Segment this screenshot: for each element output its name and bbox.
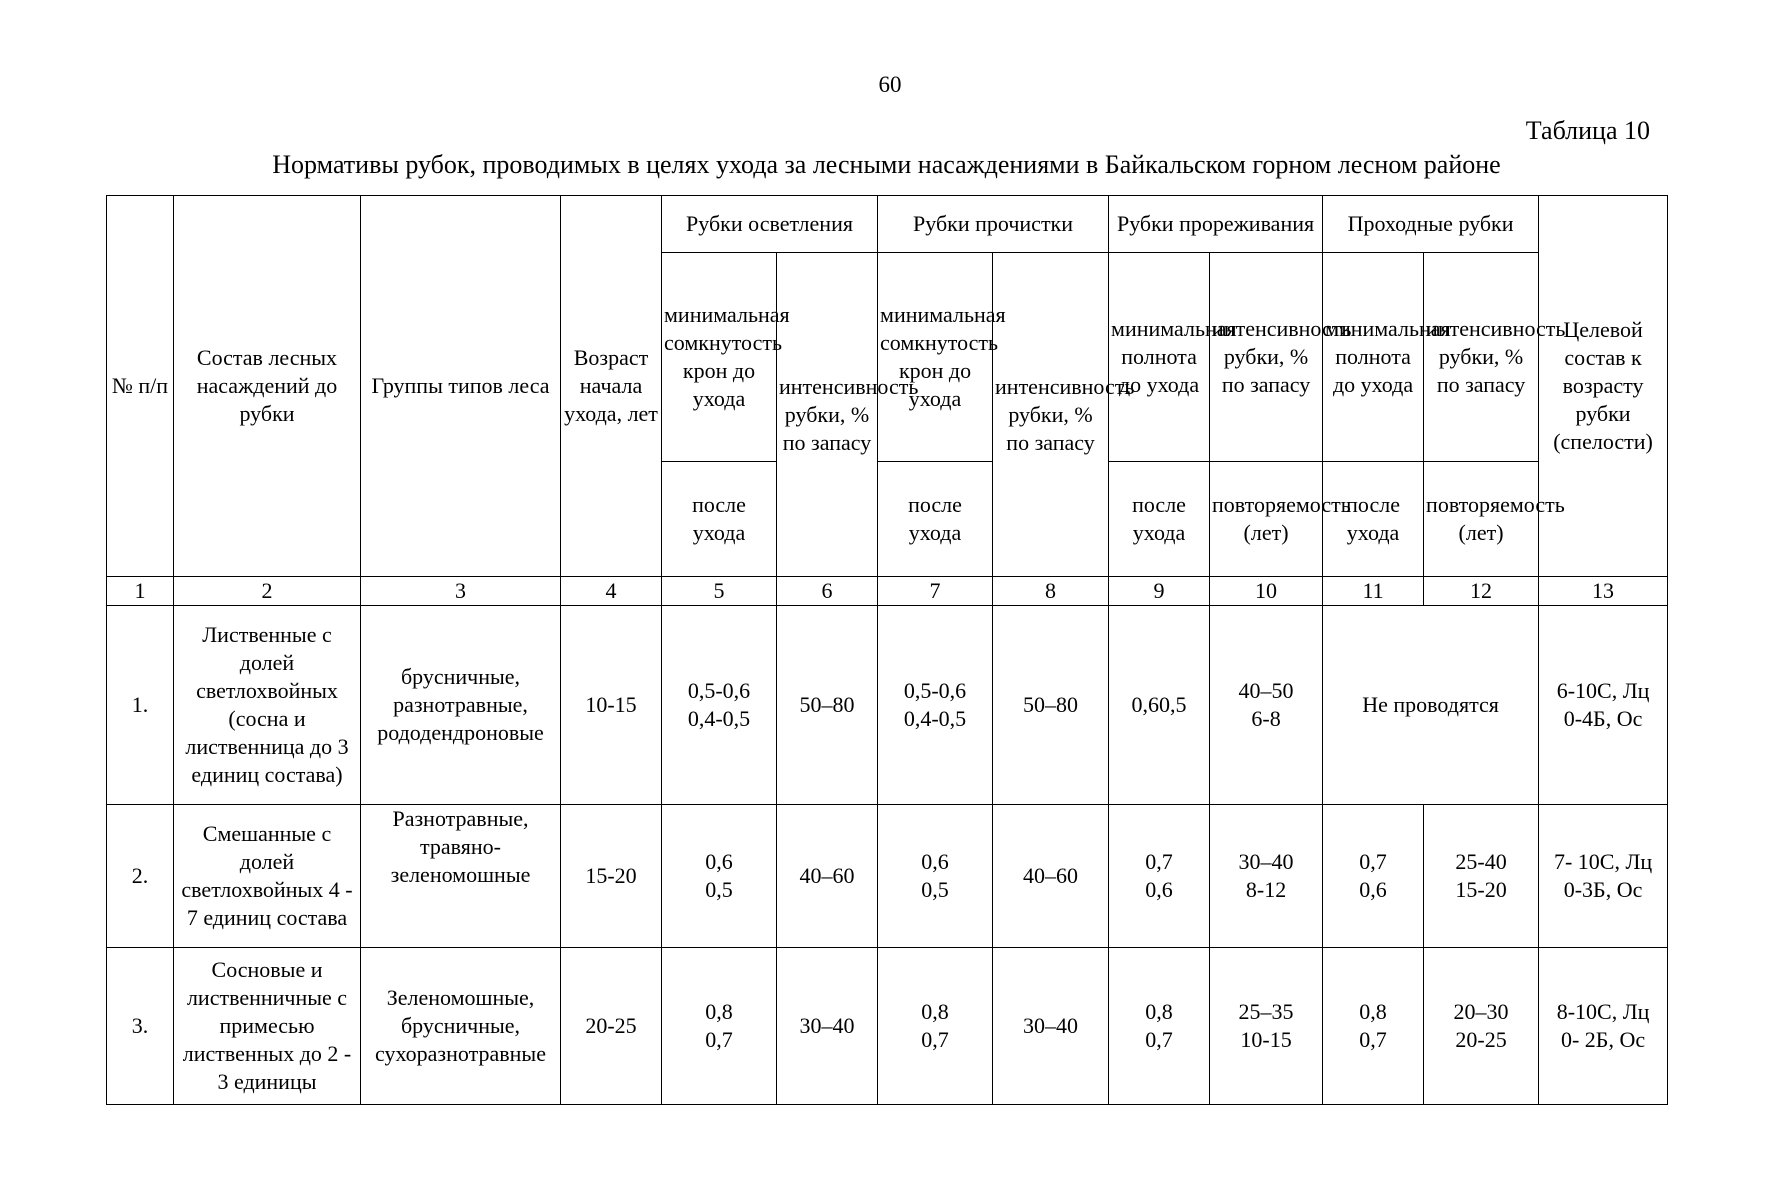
table-row bbox=[107, 606, 1668, 805]
cell-prorezh-min: 0,60,5 bbox=[1109, 606, 1210, 805]
column-number: 4 bbox=[561, 577, 662, 606]
column-number: 6 bbox=[777, 577, 878, 606]
cell-proch-int: 40–60 bbox=[993, 805, 1109, 948]
cell-forest-groups: брусничные, разнотравные, рододендроновые bbox=[361, 606, 561, 805]
header-group-prochistki: Рубки прочистки bbox=[878, 196, 1109, 253]
header-prorezh-after: после ухода bbox=[1109, 462, 1210, 577]
header-osv-int: интенсивность рубки, % по запасу bbox=[777, 253, 878, 577]
cell-prorezh-int: 25–35 10-15 bbox=[1210, 948, 1323, 1105]
table-title: Нормативы рубок, проводимых в целях ухода за лесными насаждениями в Байкальском горном лесном районе bbox=[272, 150, 1501, 179]
column-number: 3 bbox=[361, 577, 561, 606]
header-prorezh-rep: повторяемость (лет) bbox=[1210, 462, 1323, 577]
cell-osv-min: 0,5-0,6 0,4-0,5 bbox=[662, 606, 777, 805]
cell-composition: Сосновые и лиственничные с примесью лиственных до 2 - 3 единицы bbox=[174, 948, 361, 1105]
cell-num: 3. bbox=[107, 948, 174, 1105]
header-prokh-int: интенсивность рубки, % по запасу bbox=[1424, 253, 1539, 462]
header-prokh-min: минимальная полнота до ухода bbox=[1323, 253, 1424, 462]
cell-target: 6-10С, Лц 0-4Б, Ос bbox=[1539, 606, 1668, 805]
table-label: Таблица 10 bbox=[1525, 116, 1650, 145]
cell-prorezh-min: 0,8 0,7 bbox=[1109, 948, 1210, 1105]
header-proch-int: интенсивность рубки, % по запасу bbox=[993, 253, 1109, 577]
column-number: 13 bbox=[1539, 577, 1668, 606]
column-number: 7 bbox=[878, 577, 993, 606]
cell-forest-groups: Зеленомошные, брусничные, сухоразнотравные bbox=[361, 948, 561, 1105]
cell-target: 7- 10С, Лц 0-3Б, Ос bbox=[1539, 805, 1668, 948]
header-col-composition: Состав лесных насаждений до рубки bbox=[174, 196, 361, 577]
header-prorezh-min: минимальная полнота до ухода bbox=[1109, 253, 1210, 462]
header-proch-min: минимальная сомкнутость крон до ухода bbox=[878, 253, 993, 462]
cell-forest-groups: Разнотравные, травяно-зеленомошные bbox=[361, 805, 561, 948]
cell-osv-min: 0,6 0,5 bbox=[662, 805, 777, 948]
cell-prokh-merged: Не проводятся bbox=[1323, 606, 1539, 805]
cell-prokh-int: 25-40 15-20 bbox=[1424, 805, 1539, 948]
header-osv-min: минимальная сомкнутость крон до ухода bbox=[662, 253, 777, 462]
header-prokh-rep: повторяемость (лет) bbox=[1424, 462, 1539, 577]
cell-target: 8-10С, Лц 0- 2Б, Ос bbox=[1539, 948, 1668, 1105]
cell-osv-int: 30–40 bbox=[777, 948, 878, 1105]
cell-composition: Смешанные с долей светлохвойных 4 - 7 единиц состава bbox=[174, 805, 361, 948]
cell-proch-min: 0,5-0,6 0,4-0,5 bbox=[878, 606, 993, 805]
page-number: 60 bbox=[878, 72, 902, 97]
cell-composition: Лиственные с долей светлохвойных (сосна и лиственница до 3 единиц состава) bbox=[174, 606, 361, 805]
column-number: 5 bbox=[662, 577, 777, 606]
column-number: 1 bbox=[107, 577, 174, 606]
cell-age: 20-25 bbox=[561, 948, 662, 1105]
column-numbers-row bbox=[107, 577, 1668, 606]
cell-osv-int: 50–80 bbox=[777, 606, 878, 805]
norms-table bbox=[106, 195, 1668, 1105]
column-number: 10 bbox=[1210, 577, 1323, 606]
cell-age: 15-20 bbox=[561, 805, 662, 948]
cell-proch-int: 50–80 bbox=[993, 606, 1109, 805]
header-col-forest-groups: Группы типов леса bbox=[361, 196, 561, 577]
header-prokh-after: после ухода bbox=[1323, 462, 1424, 577]
cell-prorezh-int: 40–50 6-8 bbox=[1210, 606, 1323, 805]
cell-osv-min: 0,8 0,7 bbox=[662, 948, 777, 1105]
column-number: 9 bbox=[1109, 577, 1210, 606]
table-row bbox=[107, 948, 1668, 1105]
header-group-prokhodnye: Проходные рубки bbox=[1323, 196, 1539, 253]
cell-proch-int: 30–40 bbox=[993, 948, 1109, 1105]
column-number: 12 bbox=[1424, 577, 1539, 606]
cell-age: 10-15 bbox=[561, 606, 662, 805]
header-osv-after: после ухода bbox=[662, 462, 777, 577]
header-prorezh-int: интенсивность рубки, % по запасу bbox=[1210, 253, 1323, 462]
column-number: 11 bbox=[1323, 577, 1424, 606]
header-group-prorezhivaniya: Рубки прореживания bbox=[1109, 196, 1323, 253]
header-col-target: Целевой состав к возрасту рубки (спелости) bbox=[1539, 196, 1668, 577]
header-col-age: Возраст начала ухода, лет bbox=[561, 196, 662, 577]
header-group-osvetleniya: Рубки осветления bbox=[662, 196, 878, 253]
header-row-groups bbox=[107, 196, 1668, 253]
header-col-number: № п/п bbox=[107, 196, 174, 577]
cell-prorezh-int: 30–40 8-12 bbox=[1210, 805, 1323, 948]
cell-prokh-min: 0,7 0,6 bbox=[1323, 805, 1424, 948]
table-row bbox=[107, 805, 1668, 948]
cell-proch-min: 0,8 0,7 bbox=[878, 948, 993, 1105]
header-proch-after: после ухода bbox=[878, 462, 993, 577]
column-number: 8 bbox=[993, 577, 1109, 606]
cell-prokh-min: 0,8 0,7 bbox=[1323, 948, 1424, 1105]
cell-proch-min: 0,6 0,5 bbox=[878, 805, 993, 948]
cell-num: 2. bbox=[107, 805, 174, 948]
cell-osv-int: 40–60 bbox=[777, 805, 878, 948]
cell-prorezh-min: 0,7 0,6 bbox=[1109, 805, 1210, 948]
cell-prokh-int: 20–30 20-25 bbox=[1424, 948, 1539, 1105]
column-number: 2 bbox=[174, 577, 361, 606]
cell-num: 1. bbox=[107, 606, 174, 805]
